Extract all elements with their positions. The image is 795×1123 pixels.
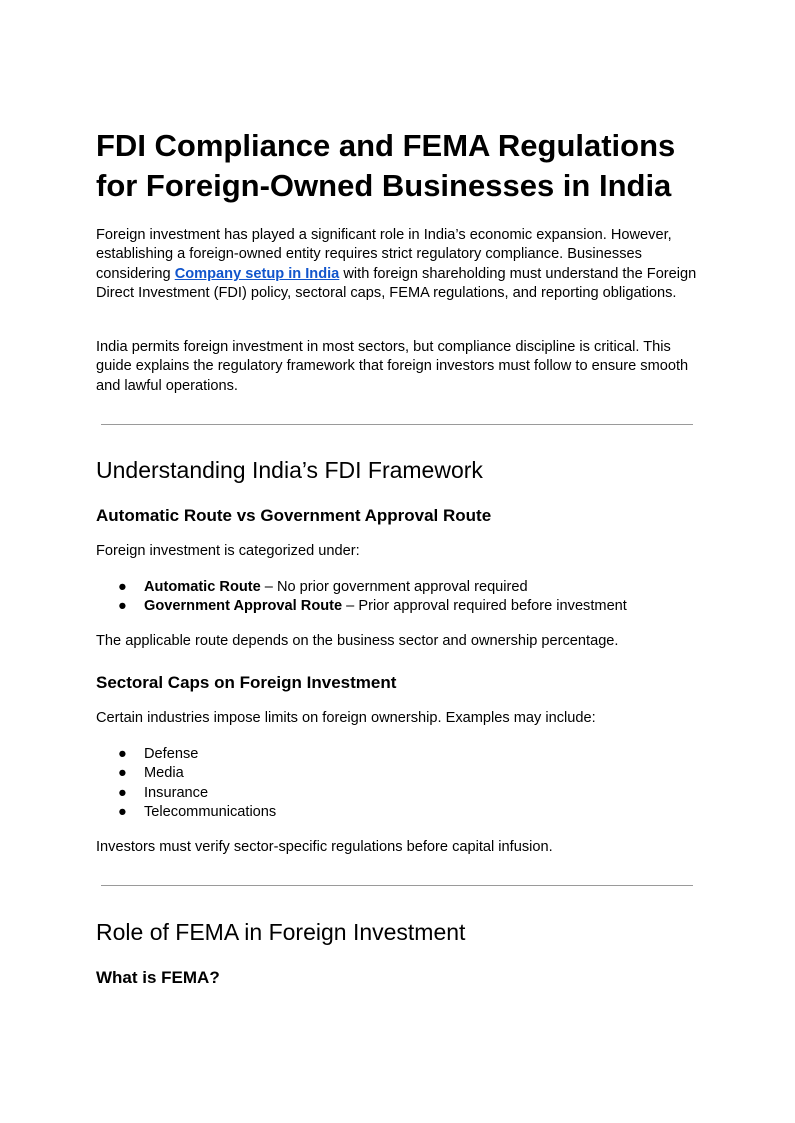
section-heading-fdi-framework: Understanding India’s FDI Framework bbox=[96, 457, 483, 483]
list-item-text: Media bbox=[144, 765, 184, 782]
subheading-what-is-fema: What is FEMA? bbox=[96, 968, 220, 987]
list-item-bold: Government Approval Route bbox=[144, 598, 343, 615]
list-item-text: Defense bbox=[144, 746, 199, 762]
list-item bbox=[96, 784, 699, 803]
intro-paragraph-1 bbox=[96, 226, 699, 304]
list-item bbox=[96, 578, 699, 597]
document-title: FDI Compliance and FEMA Regulations for Foreign-Owned Businesses in India bbox=[96, 128, 676, 203]
section-divider-2 bbox=[101, 885, 693, 886]
list-item-text: Telecommunications bbox=[144, 804, 277, 821]
list-item bbox=[96, 597, 699, 616]
bullet-icon: ● bbox=[118, 598, 127, 615]
list-item-text: – Prior approval required before investment bbox=[342, 598, 627, 615]
routes-list bbox=[96, 578, 699, 617]
intro-paragraph-2: India permits foreign investment in most sectors, but compliance discipline is critical. This guide explains the regulatory framework that foreign investors must follow to ensure smooth and lawful operations. bbox=[96, 339, 689, 394]
bullet-icon: ● bbox=[118, 804, 127, 821]
sectors-list bbox=[96, 745, 699, 823]
sectoral-caps-outro-text: Investors must verify sector-specific regulations before capital infusion. bbox=[96, 839, 553, 855]
list-item-text: Insurance bbox=[144, 784, 209, 801]
company-setup-link[interactable]: Company setup in India bbox=[174, 265, 340, 282]
intro-text-before-link: Foreign investment has played a significant role in India’s economic expansion. However, establishing a foreign-owned entity requires strict regulatory compliance. Businesses considering bbox=[96, 227, 672, 282]
bullet-icon: ● bbox=[118, 746, 127, 762]
list-item bbox=[96, 745, 699, 764]
subheading-routes: Automatic Route vs Government Approval Route bbox=[96, 506, 492, 525]
subheading-sectoral-caps: Sectoral Caps on Foreign Investment bbox=[96, 673, 397, 692]
section-heading-fema-role: Role of FEMA in Foreign Investment bbox=[96, 919, 466, 945]
list-item bbox=[96, 803, 699, 822]
routes-outro-text: The applicable route depends on the business sector and ownership percentage. bbox=[96, 633, 619, 649]
list-item-text: – No prior government approval required bbox=[260, 579, 528, 595]
sectoral-caps-intro-text: Certain industries impose limits on foreign ownership. Examples may include: bbox=[96, 710, 596, 726]
section-divider-1 bbox=[101, 424, 693, 425]
bullet-icon: ● bbox=[118, 579, 127, 595]
list-item bbox=[96, 764, 699, 783]
intro-text-after-link: with foreign shareholding must understand the Foreign Direct Investment (FDI) policy, sectoral caps, FEMA regulations, and reporting obligations. bbox=[96, 265, 697, 302]
bullet-icon: ● bbox=[118, 765, 127, 782]
routes-intro-text: Foreign investment is categorized under: bbox=[96, 543, 360, 559]
bullet-icon: ● bbox=[118, 784, 127, 801]
list-item-bold: Automatic Route bbox=[144, 579, 261, 595]
